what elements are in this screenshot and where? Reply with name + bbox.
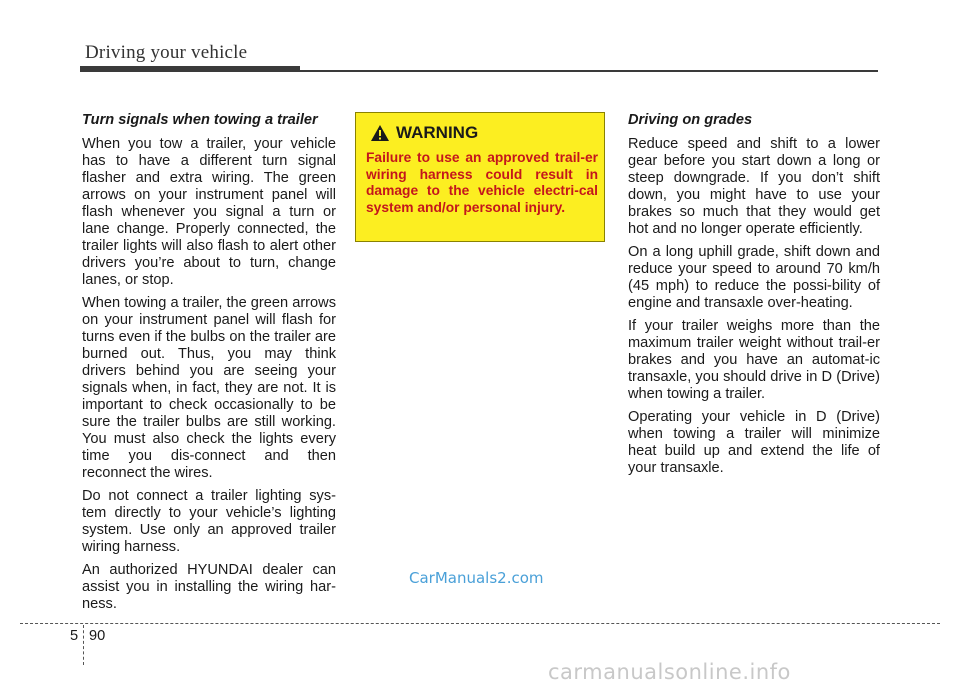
chapter-number: 5 <box>70 628 79 644</box>
section-heading-turn-signals: Turn signals when towing a trailer <box>82 112 318 128</box>
header-title: Driving your vehicle <box>85 42 248 63</box>
paragraph: When you tow a trailer, your vehicle has to have a different turn signal flasher and extra wiring. The green arrows on your instrument panel will flash whenever you signal a turn or lane change. Properly connected, the trailer lights will also flash to alert other drivers you’re about to turn, change lanes, or stop. <box>82 136 336 288</box>
warning-text: Failure to use an approved trail-er wiring harness could result in damage to the vehicle electri-cal system and/or personal injury. <box>366 150 598 215</box>
paragraph: An authorized HYUNDAI dealer can assist you in installing the wiring har-ness. <box>82 562 336 612</box>
watermark-carmanuals2[interactable]: CarManuals2.com <box>409 569 544 587</box>
left-column <box>82 112 336 619</box>
paragraph: Operating your vehicle in D (Drive) when towing a trailer will minimize heat build up and extend the life of your transaxle. <box>628 409 880 476</box>
footer-rule <box>20 623 940 624</box>
paragraph: On a long uphill grade, shift down and reduce your speed to around 70 km/h (45 mph) to reduce the possi-bility of engine and transaxle over-heating. <box>628 244 880 311</box>
footer-divider <box>83 625 84 665</box>
warning-box <box>355 112 605 242</box>
paragraph: Do not connect a trailer lighting sys-tem directly to your vehicle’s lighting system. Use only an approved trailer wiring harness. <box>82 488 336 555</box>
paragraph: If your trailer weighs more than the maximum trailer weight without trail-er brakes and you have an automat-ic transaxle, you should drive in D (Drive) when towing a trailer. <box>628 318 880 402</box>
watermark-carmanualsonline: carmanualsonline.info <box>548 660 791 684</box>
paragraph: Reduce speed and shift to a lower gear before you start down a long or steep downgrade. If you don’t shift down, you might have to use your brakes so much that they would get hot and no longer operate efficiently. <box>628 136 880 237</box>
header-rule-thick <box>80 66 300 72</box>
warning-title: WARNING <box>396 123 479 142</box>
warning-triangle-icon <box>370 124 390 142</box>
paragraph: When towing a trailer, the green arrows on your instrument panel will flash for turns even if the bulbs on the trailer are burned out. Thus, you may think drivers behind you are seeing your signals when, in fact, they are not. It is important to check occasionally to be sure the trailer bulbs are still working. You must also check the lights every time you dis-connect and then reconnect the wires. <box>82 295 336 481</box>
page-number: 90 <box>89 628 106 644</box>
header-rule-thin <box>300 70 878 72</box>
right-column <box>628 112 880 483</box>
warning-header <box>370 123 478 143</box>
section-heading-driving-on-grades: Driving on grades <box>628 112 753 128</box>
